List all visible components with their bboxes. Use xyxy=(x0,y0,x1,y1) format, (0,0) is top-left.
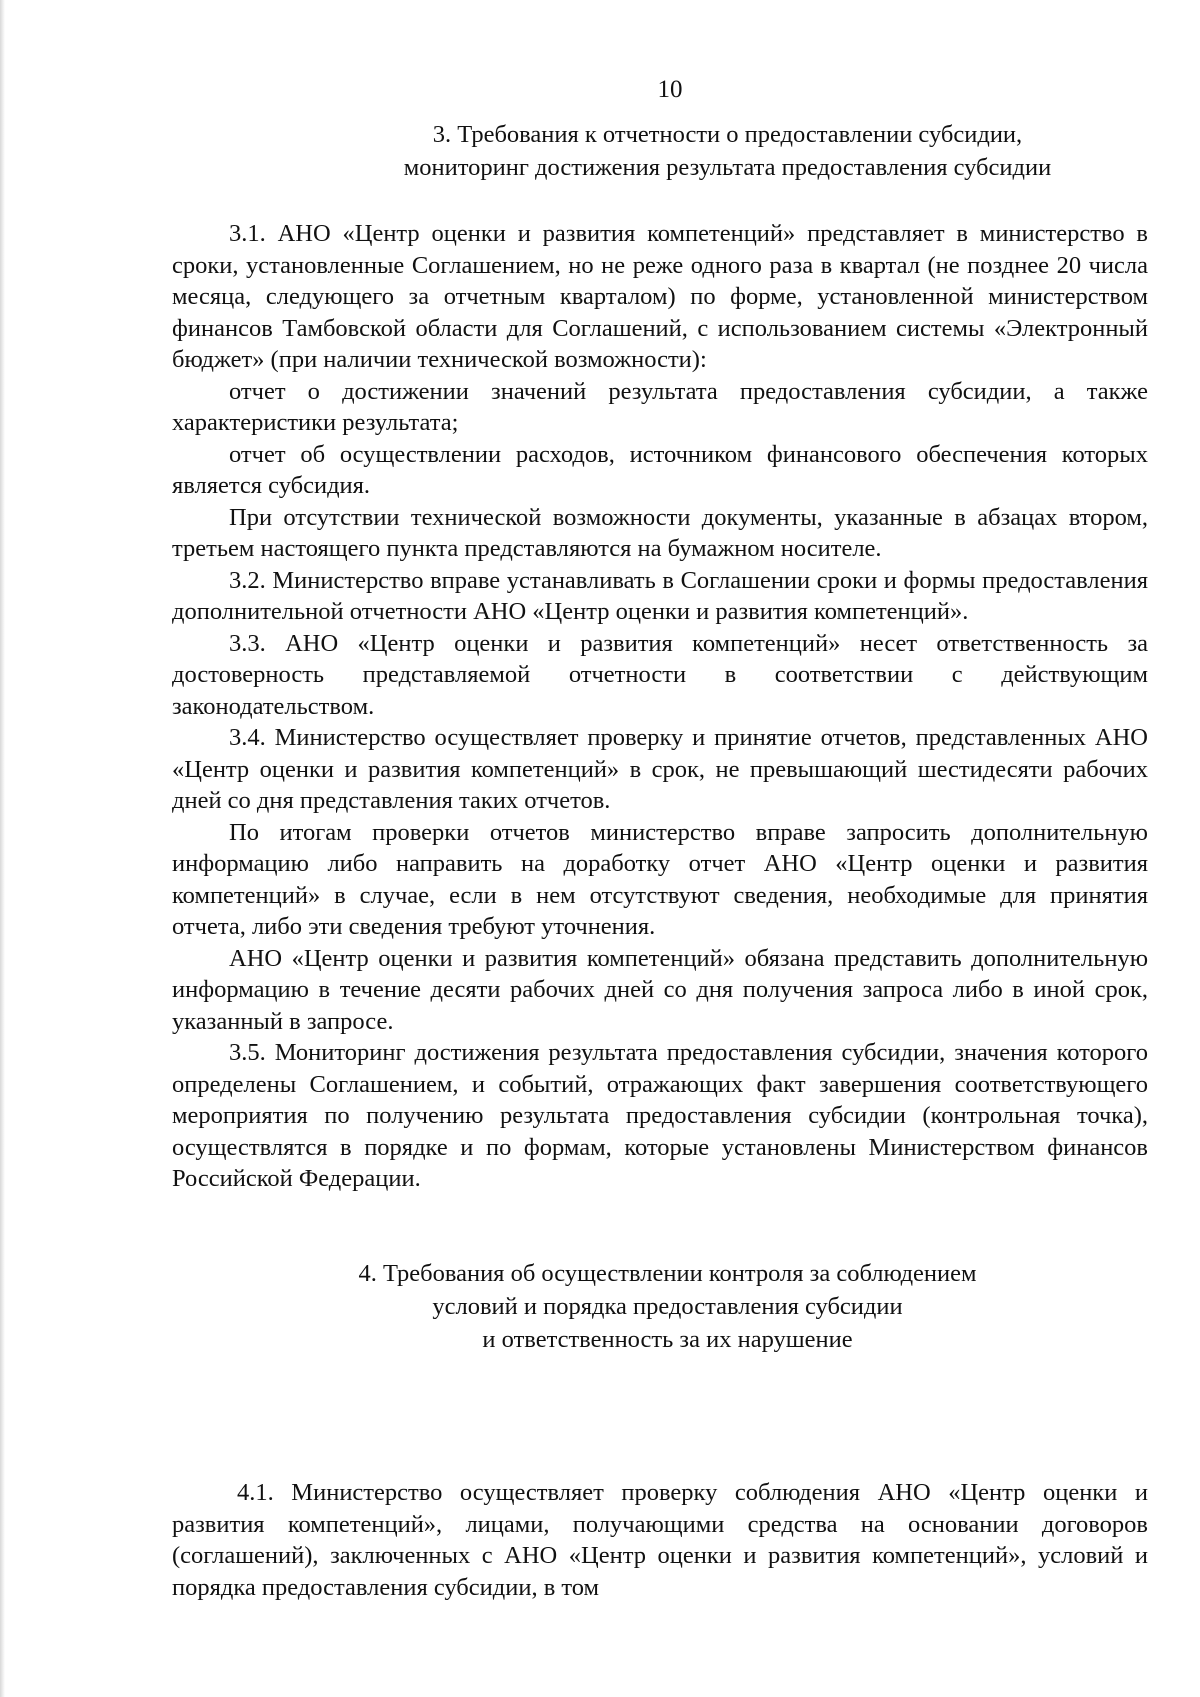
section-4-heading xyxy=(160,1257,1160,1356)
section-4-title-line-3: и ответственность за их нарушение xyxy=(482,1326,853,1353)
paragraph-3-1: 3.1. АНО «Центр оценки и развития компетенций» представляет в министерство в сроки, установленные Соглашением, но не реже одного раза в квартал (не позднее 20 числа месяца, следующего за отчетным кварталом) по форме, установленной министерством финансов Тамбовской области для Соглашений, с использованием системы «Электронный бюджет» (при наличии технической возможности): xyxy=(172,220,1148,373)
paragraph-review-results: По итогам проверки отчетов министерство вправе запросить дополнительную информацию либо направить на доработку отчет АНО «Центр оценки и развития компетенций» в случае, если в нем отсутствуют сведения, необходимые для принятия отчета, либо эти сведения требуют уточнения. xyxy=(172,818,1148,940)
section-4-title-line-2: условий и порядка предоставления субсидии xyxy=(432,1293,903,1320)
paragraph-additional-info: АНО «Центр оценки и развития компетенций» обязана представить дополнительную информацию в течение десяти рабочих дней со дня получения запроса либо в иной срок, указанный в запросе. xyxy=(172,944,1148,1035)
section-3-title-line-1: 3. Требования к отчетности о предоставлении субсидии, xyxy=(432,121,1023,148)
paragraph-4-1: 4.1. Министерство осуществляет проверку соблюдения АНО «Центр оценки и развития компетенций», лицами, получающими средства на основании договоров (соглашений), заключенных с АНО «Центр оценки и развития компетенций», условий и порядка предоставления субсидии, в том xyxy=(172,1479,1148,1601)
paragraph-3-2: 3.2. Министерство вправе устанавливать в Соглашении сроки и формы предоставления дополнительной отчетности АНО «Центр оценки и развития компетенций». xyxy=(172,566,1148,625)
paragraph-3-4: 3.4. Министерство осуществляет проверку и принятие отчетов, представленных АНО «Центр оценки и развития компетенций» в срок, не превышающий шестидесяти рабочих дней со дня представления таких отчетов. xyxy=(172,724,1148,814)
paragraph-3-3: 3.3. АНО «Центр оценки и развития компетенций» несет ответственность за достоверность представляемой отчетности в соответствии с действующим законодательством. xyxy=(172,629,1148,720)
page-number: 10 xyxy=(657,76,683,103)
section-4-title-line-1: 4. Требования об осуществлении контроля за соблюдением xyxy=(358,1260,977,1287)
section-4-body xyxy=(172,1477,1148,1603)
paragraph-report-expenses: отчет об осуществлении расходов, источником финансового обеспечения которых является субсидия. xyxy=(172,440,1148,499)
paragraph-paper-reports: При отсутствии технической возможности документы, указанные в абзацах втором, третьем настоящего пункта представляются на бумажном носителе. xyxy=(172,503,1148,562)
paragraph-report-results: отчет о достижении значений результата предоставления субсидии, а также характеристики результата; xyxy=(172,377,1148,436)
section-3-body xyxy=(172,218,1148,1195)
section-3-title-line-2: мониторинг достижения результата предоставления субсидии xyxy=(403,154,1052,181)
scan-edge-shadow xyxy=(0,0,5,1697)
section-3-heading xyxy=(160,118,1160,184)
paragraph-3-5: 3.5. Мониторинг достижения результата предоставления субсидии, значения которого определены Соглашением, и событий, отражающих факт завершения соответствующего мероприятия по получению результата предоставления субсидии (контрольная точка), осуществлятся в порядке и по формам, которые установлены Министерством финансов Российской Федерации. xyxy=(172,1039,1148,1192)
